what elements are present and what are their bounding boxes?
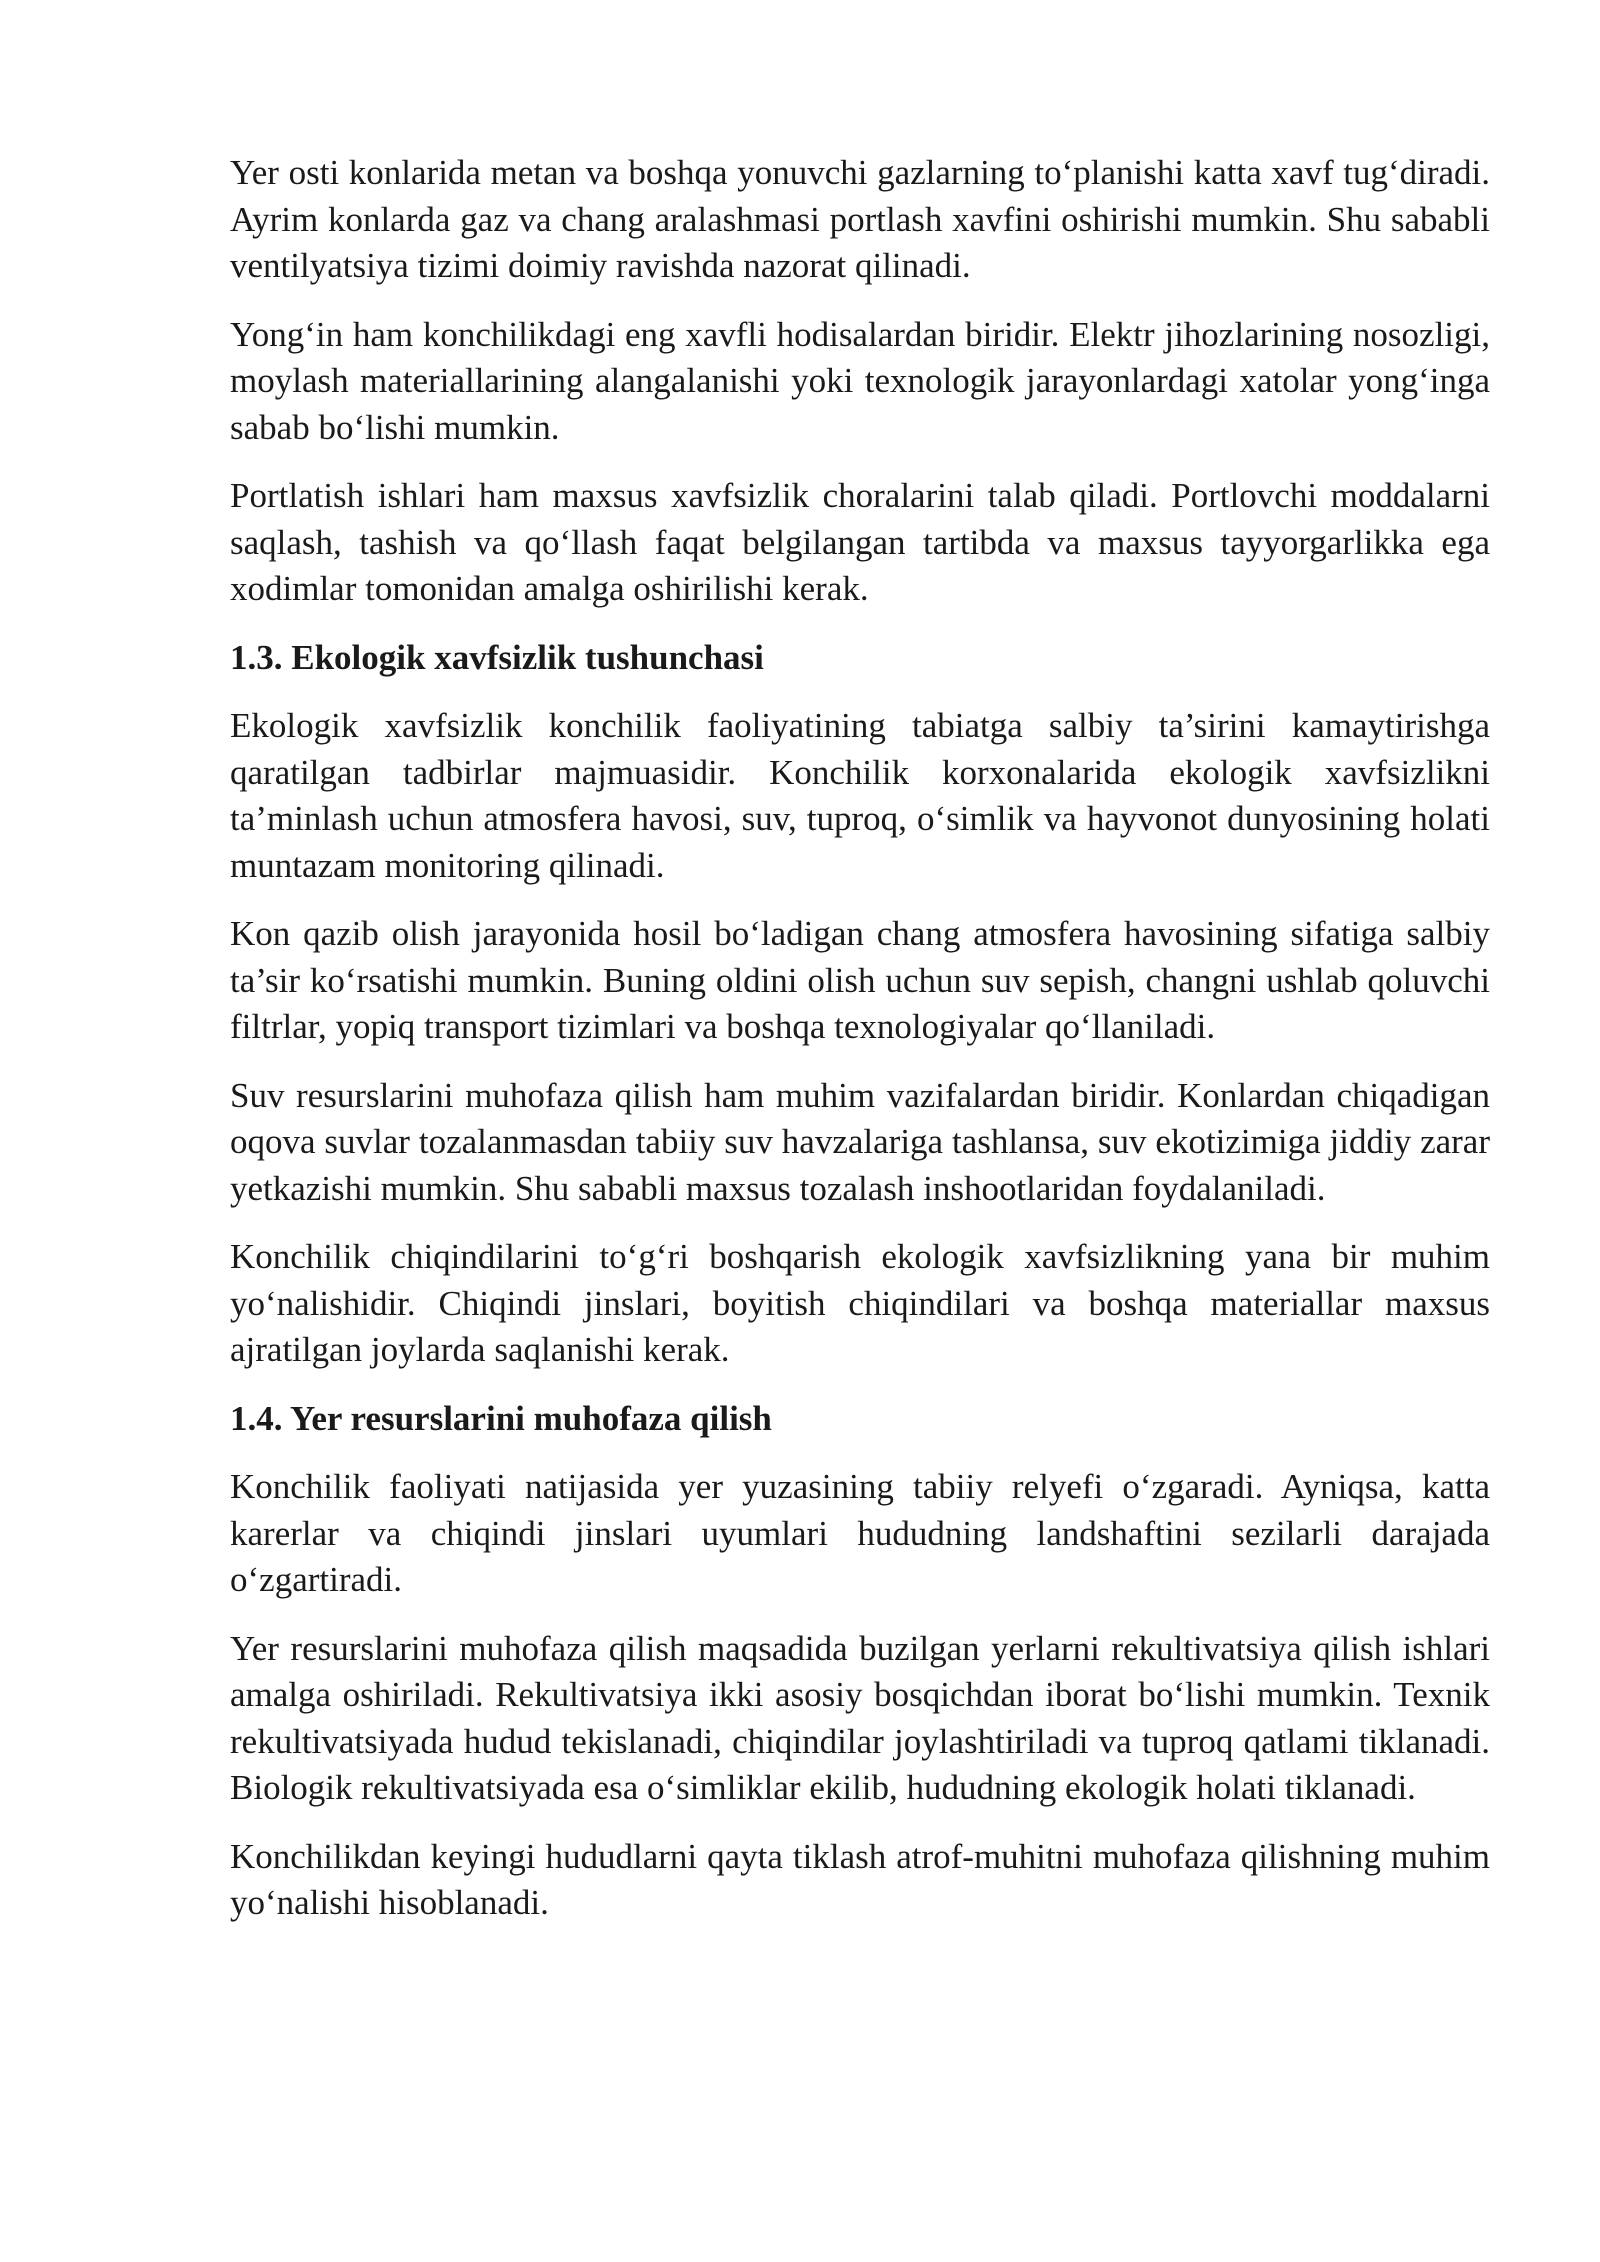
section-heading-1-4: 1.4. Yer resurslarini muhofaza qilish [230,1398,772,1438]
document-page [230,150,1490,1949]
paragraph-dust-control: Kon qazib olish jarayonida hosil bo‘ladigan chang atmosfera havosining sifatiga salbiy ta’sir ko‘rsatishi mumkin. Buning oldini olish uchun suv sepish, changni ushlab qoluvchi filtrlar, yopiq transport tizimlari va boshqa texnologiyalar qo‘llaniladi. [230,914,1490,1046]
paragraph-fire-hazard: Yong‘in ham konchilikdagi eng xavfli hodisalardan biridir. Elektr jihozlarining nosozligi, moylash materiallarining alangalanishi yoki texnologik jarayonlardagi xatolar yong‘inga sabab bo‘lishi mumkin. [230,314,1490,447]
paragraph-relief-change: Konchilik faoliyati natijasida yer yuzasining tabiiy relyefi o‘zgaradi. Ayniqsa, katta karerlar va chiqindi jinslari uyumlari hududning landshaftini sezilarli darajada o‘zgartiradi. [230,1467,1490,1599]
section-heading-1-3: 1.3. Ekologik xavfsizlik tushunchasi [230,637,764,677]
paragraph-methane-gas: Yer osti konlarida metan va boshqa yonuvchi gazlarning to‘planishi katta xavf tug‘diradi. Ayrim konlarda gaz va chang aralashmasi portlash xavfini oshirishi mumkin. Shu sababli ventilyatsiya tizimi doimiy ravishda nazorat qilinadi. [230,153,1490,285]
paragraph-ecological-safety: Ekologik xavfsizlik konchilik faoliyatining tabiatga salbiy ta’sirini kamaytirishga qaratilgan tadbirlar majmuasidir. Konchilik korxonalarida ekologik xavfsizlikni ta’minlash uchun atmosfera havosi, suv, tuproq, o‘simlik va hayvonot dunyosining holati muntazam monitoring qilinadi. [230,706,1490,885]
paragraph-blasting-works: Portlatish ishlari ham maxsus xavfsizlik choralarini talab qiladi. Portlovchi moddalarni saqlash, tashish va qo‘llash faqat belgilangan tartibda va maxsus tayyorgarlikka ega xodimlar tomonidan amalga oshirilishi kerak. [230,476,1490,608]
paragraph-waste-management: Konchilik chiqindilarini to‘g‘ri boshqarish ekologik xavfsizlikning yana bir muhim yo‘nalishidir. Chiqindi jinslari, boyitish chiqindilari va boshqa materiallar maxsus ajratilgan joylarda saqlanishi kerak. [230,1237,1490,1369]
paragraph-recultivation: Yer resurslarini muhofaza qilish maqsadida buzilgan yerlarni rekultivatsiya qilish ishlari amalga oshiriladi. Rekultivatsiya ikki asosiy bosqichdan iborat bo‘lishi mumkin. Texnik rekultivatsiyada hudud tekislanadi, chiqindilar joylashtiriladi va tuproq qatlami tiklanadi. Biologik rekultivatsiyada esa o‘simliklar ekilib, hududning ekologik holati tiklanadi. [230,1628,1490,1807]
paragraph-water-resources: Suv resurslarini muhofaza qilish ham muhim vazifalardan biridir. Konlardan chiqadigan oqova suvlar tozalanmasdan tabiiy suv havzalariga tashlansa, suv ekotizimiga jiddiy zarar yetkazishi mumkin. Shu sababli maxsus tozalash inshootlaridan foydalaniladi. [230,1075,1490,1208]
paragraph-restoration: Konchilikdan keyingi hududlarni qayta tiklash atrof-muhitni muhofaza qilishning muhim yo‘nalishi hisoblanadi. [230,1836,1490,1922]
